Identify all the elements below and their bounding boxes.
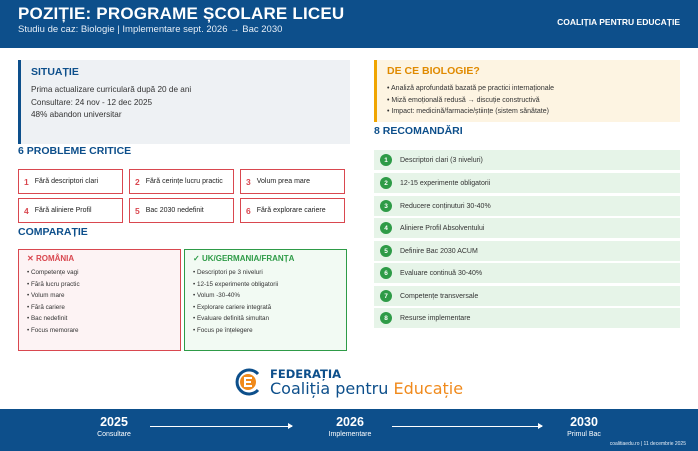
recommendation-item [374, 173, 680, 193]
romania-item: • Fără lucru practic [27, 280, 80, 288]
situatie-panel [18, 60, 350, 144]
problem-label: Fără explorare cariere [256, 207, 326, 214]
problem-label: Fără descriptori clari [34, 178, 99, 185]
problem-number: 5 [135, 205, 140, 216]
logo-line1: FEDERAȚIA [270, 367, 341, 381]
coalitia-logo-icon [232, 366, 264, 398]
logo-line2-main: Coaliția pentru [270, 379, 394, 398]
logo-line2-accent: Educație [393, 379, 464, 398]
recommendation-number: 8 [380, 312, 392, 324]
problem-label: Bac 2030 nedefinit [145, 207, 204, 214]
problem-number: 1 [24, 176, 29, 187]
logo-line2 [270, 379, 463, 398]
problem-card [129, 198, 234, 223]
timeline-footer [0, 409, 698, 451]
de-ce-bullet: • Analiză aprofundată bazată pe practici internaționale [387, 85, 555, 92]
recommendation-item [374, 150, 680, 170]
comparatie-title: COMPARAȚIE [18, 226, 88, 238]
recommendation-number: 7 [380, 290, 392, 302]
federatia-logo [232, 364, 462, 400]
timeline-arrow [392, 426, 542, 427]
recommendation-number: 2 [380, 177, 392, 189]
recommendation-item [374, 308, 680, 328]
milestone-2025 [88, 415, 140, 438]
milestone-2026 [318, 415, 382, 438]
page-title: POZIȚIE: PROGRAME ȘCOLARE LICEU [18, 4, 345, 23]
romania-title [27, 254, 172, 263]
recommendation-number: 1 [380, 154, 392, 166]
uk-item: • Evaluare definită simultan [193, 315, 270, 323]
footnote: coalitiaedu.ro | 11 decembrie 2025 [609, 441, 686, 447]
milestone-label: Consultare [97, 431, 131, 438]
recomandari-title: 8 RECOMANDĂRI [374, 125, 463, 137]
uk-germania-franta-panel [184, 249, 347, 351]
romania-label: ROMÂNIA [35, 254, 75, 263]
situatie-line: Prima actualizare curriculară după 20 de ani [31, 85, 192, 94]
problem-card [18, 169, 123, 194]
milestone-year: 2025 [100, 415, 128, 429]
recommendation-label: Evaluare continuă 30-40% [400, 269, 483, 277]
recommendation-number: 4 [380, 222, 392, 234]
recommendation-label: Resurse implementare [400, 314, 471, 322]
situatie-line: 48% abandon universitar [31, 110, 122, 119]
uk-label: UK/GERMANIA/FRANȚA [201, 254, 295, 263]
timeline-arrow [150, 426, 292, 427]
recommendation-label: Reducere conținuturi 30-40% [400, 202, 491, 210]
problem-number: 6 [246, 205, 251, 216]
recommendation-item [374, 218, 680, 238]
problem-card [129, 169, 234, 194]
problem-number: 4 [24, 205, 29, 216]
milestone-year: 2026 [336, 415, 364, 429]
romania-item: • Focus memorare [27, 326, 79, 334]
recommendation-number: 3 [380, 200, 392, 212]
header [0, 0, 698, 48]
brand-name: COALIȚIA PENTRU EDUCAȚIE [557, 17, 680, 27]
milestone-label: Primul Bac [567, 431, 601, 438]
recommendation-item [374, 241, 680, 261]
problem-label: Fără aliniere Profil [34, 207, 92, 214]
recommendation-label: Competențe transversale [400, 292, 479, 300]
problem-number: 2 [135, 176, 140, 187]
romania-item: • Bac nedefinit [27, 315, 68, 323]
uk-item: • Focus pe înțelegere [193, 326, 253, 334]
situatie-title: SITUAȚIE [31, 66, 79, 78]
de-ce-title: DE CE BIOLOGIE? [387, 65, 480, 77]
milestone-label: Implementare [328, 431, 372, 438]
problem-card [240, 169, 345, 194]
uk-item: • Volum -30-40% [193, 292, 241, 300]
recommendation-label: Descriptori clari (3 niveluri) [400, 156, 483, 164]
recommendation-label: Aliniere Profil Absolventului [400, 224, 485, 232]
de-ce-bullet: • Impact: medicină/farmacie/științe (sistem sănătate) [387, 108, 549, 115]
uk-title [193, 254, 338, 263]
close-icon: ✕ [27, 254, 34, 263]
romania-panel [18, 249, 181, 351]
page-subtitle: Studiu de caz: Biologie | Implementare sept. 2026 → Bac 2030 [18, 24, 283, 35]
problem-label: Volum prea mare [256, 178, 311, 185]
uk-item: • Explorare cariere integrată [193, 303, 272, 311]
milestone-year: 2030 [570, 415, 598, 429]
check-icon: ✓ [193, 254, 200, 263]
problem-label: Fără cerințe lucru practic [145, 178, 223, 185]
romania-item: • Competențe vagi [27, 269, 79, 276]
situatie-line: Consultare: 24 nov - 12 dec 2025 [31, 97, 153, 107]
uk-item: • 12-15 experimente obligatorii [193, 280, 279, 288]
problem-card [240, 198, 345, 223]
recommendation-number: 6 [380, 267, 392, 279]
de-ce-biologie-panel [374, 60, 680, 122]
recommendation-item [374, 196, 680, 216]
milestone-2030 [558, 415, 610, 438]
recommendation-item [374, 263, 680, 283]
de-ce-bullet: • Miză emoțională redusă → discuție constructivă [387, 96, 540, 104]
recommendation-label: 12-15 experimente obligatorii [400, 179, 491, 187]
recommendation-number: 5 [380, 245, 392, 257]
recommendation-item [374, 286, 680, 306]
uk-item: • Descriptori pe 3 niveluri [193, 269, 263, 276]
problem-number: 3 [246, 176, 251, 187]
romania-item: • Fără cariere [27, 303, 65, 311]
problem-card [18, 198, 123, 223]
probleme-title: 6 PROBLEME CRITICE [18, 145, 132, 157]
recommendation-label: Definire Bac 2030 ACUM [400, 247, 478, 255]
romania-item: • Volum mare [27, 292, 65, 300]
